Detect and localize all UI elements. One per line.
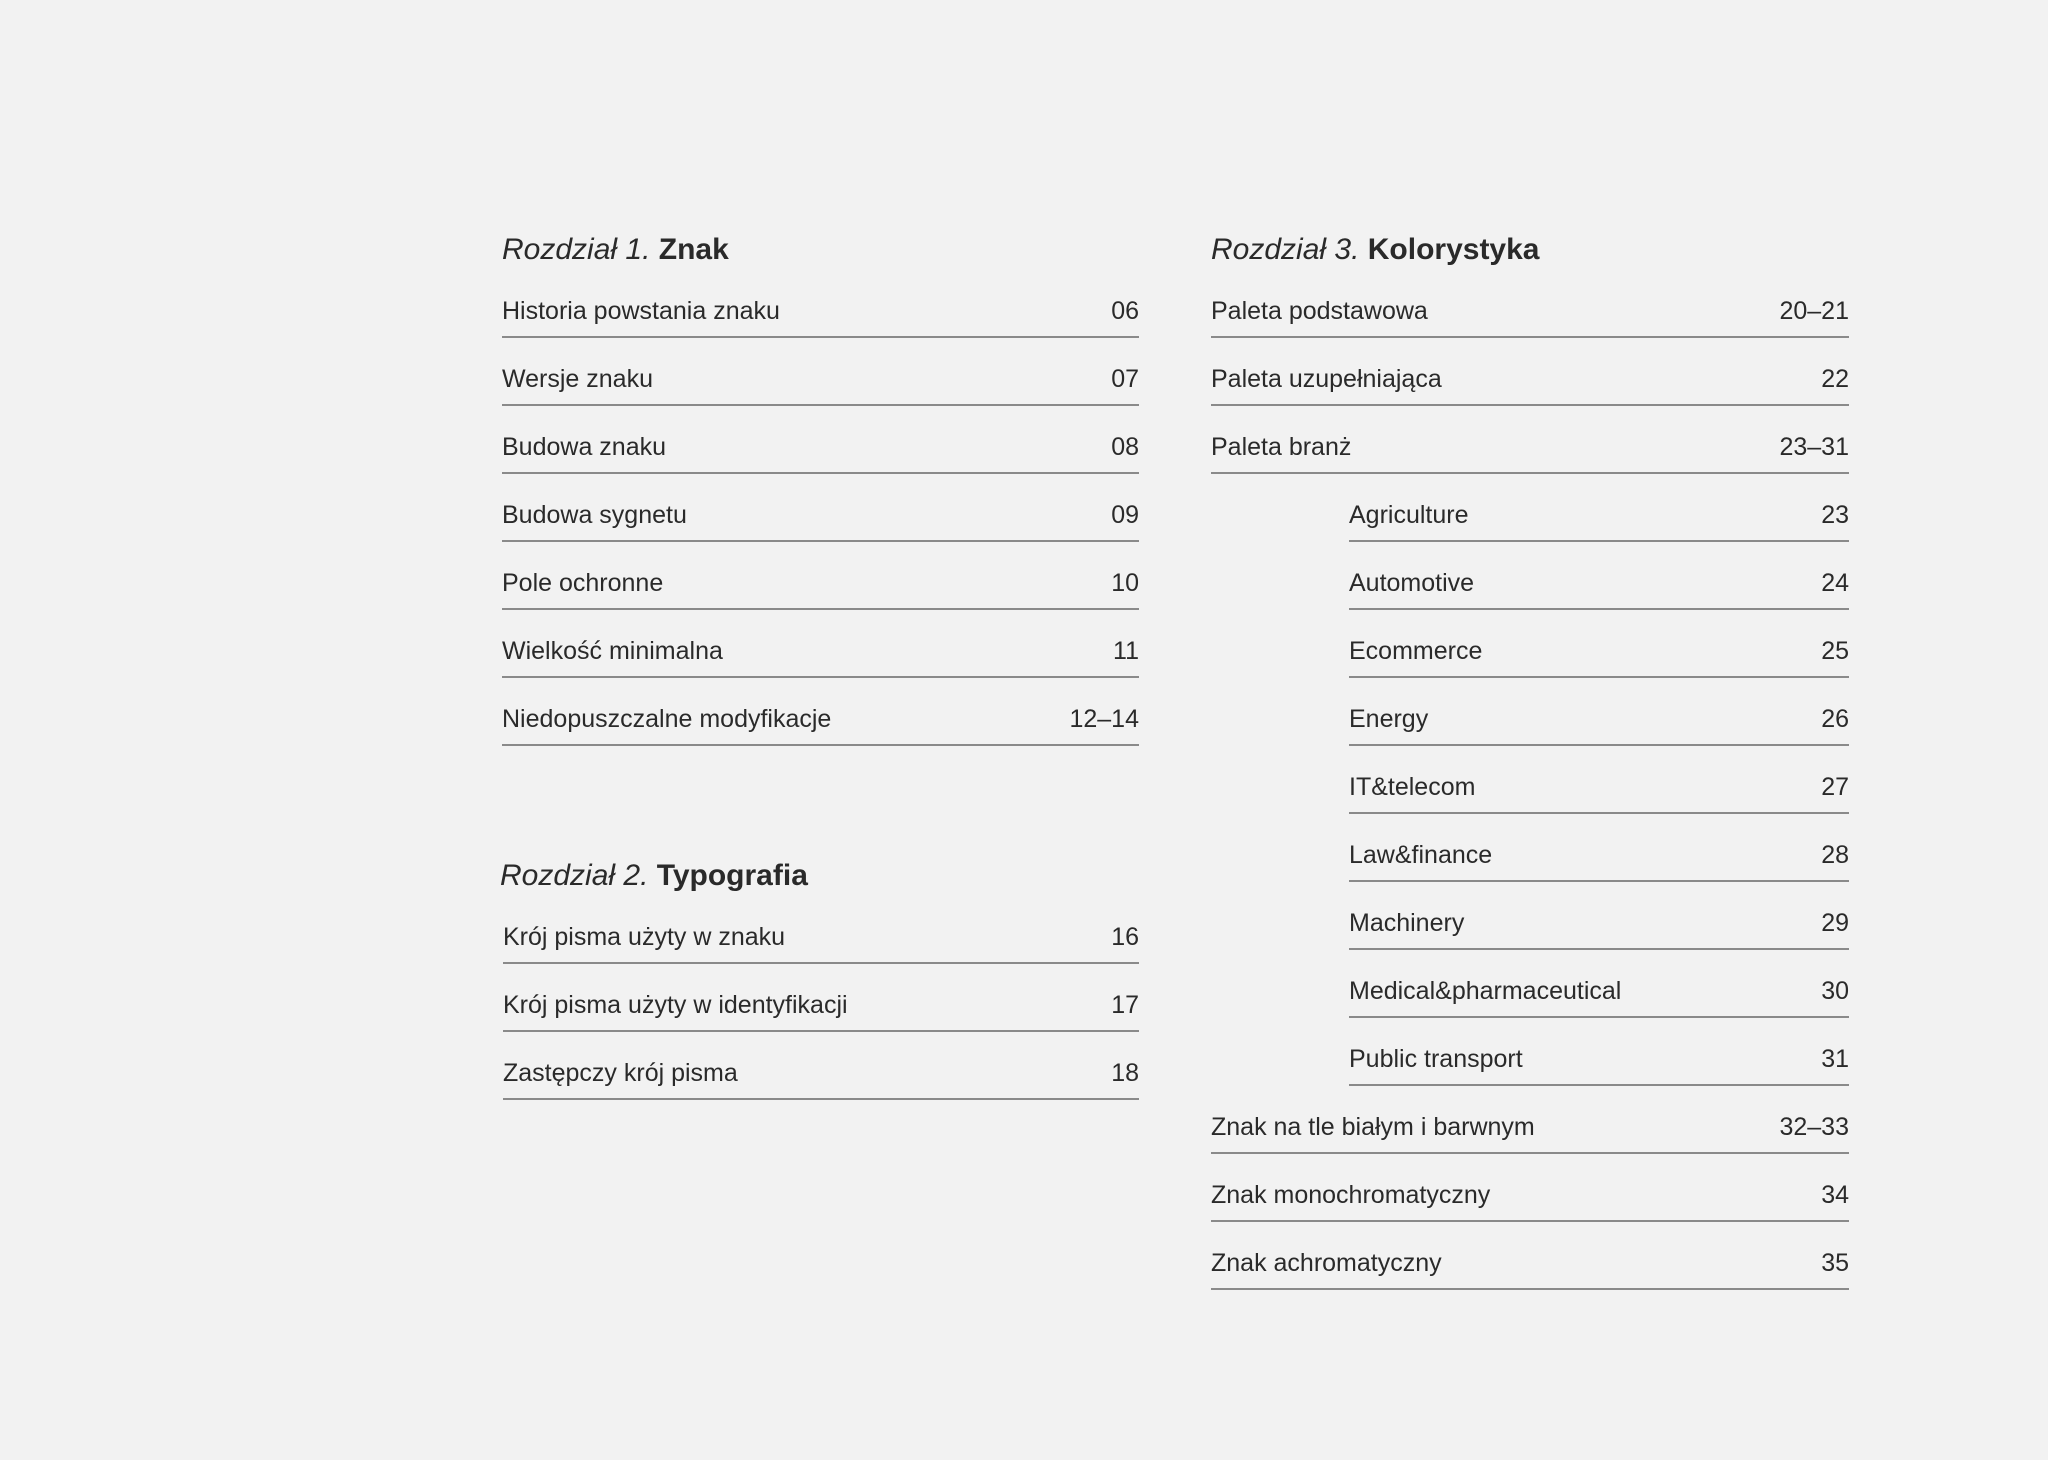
- toc-item-label: Paleta uzupełniająca: [1211, 365, 1442, 393]
- chapter-1-section: [502, 230, 1139, 746]
- toc-item-page: 30: [1821, 977, 1849, 1005]
- chapter-1-toc-list: [502, 270, 1139, 746]
- toc-item-label: Budowa znaku: [502, 433, 667, 461]
- toc-item-budowa-znaku[interactable]: [502, 406, 1139, 474]
- toc-item-page: 20–21: [1779, 297, 1849, 325]
- toc-item-label: Pole ochronne: [502, 569, 664, 597]
- toc-item-page: 10: [1111, 569, 1139, 597]
- toc-item-paleta-uzupelniajaca[interactable]: [1211, 338, 1849, 406]
- toc-subitem-agriculture[interactable]: [1211, 474, 1849, 542]
- toc-item-page: 18: [1111, 1059, 1139, 1087]
- chapter-2-toc-list: [503, 896, 1139, 1100]
- toc-item-kroj-pisma-w-identyfikacji[interactable]: [503, 964, 1139, 1032]
- toc-item-paleta-branz[interactable]: [1211, 406, 1849, 474]
- chapter-1-number: Rozdział 1.: [502, 233, 651, 266]
- toc-item-budowa-sygnetu[interactable]: [502, 474, 1139, 542]
- toc-item-label: Historia powstania znaku: [502, 297, 780, 325]
- toc-item-page: 07: [1111, 365, 1139, 393]
- toc-item-page: 32–33: [1779, 1113, 1849, 1141]
- chapter-3-toc-list: [1211, 270, 1849, 1290]
- chapter-2-section: [500, 856, 1139, 1100]
- chapter-3-heading: [1211, 230, 1849, 270]
- toc-item-label: Krój pisma użyty w identyfikacji: [503, 991, 848, 1019]
- toc-item-wersje-znaku[interactable]: [502, 338, 1139, 406]
- toc-item-page: 31: [1821, 1045, 1849, 1073]
- toc-item-page: 08: [1111, 433, 1139, 461]
- toc-subitem-public-transport[interactable]: [1211, 1018, 1849, 1086]
- toc-item-page: 28: [1821, 841, 1849, 869]
- toc-item-label: Automotive: [1349, 569, 1475, 597]
- toc-item-page: 26: [1821, 705, 1849, 733]
- toc-subitem-law-finance[interactable]: [1211, 814, 1849, 882]
- toc-item-label: Krój pisma użyty w znaku: [503, 923, 786, 951]
- chapter-3-section: [1211, 230, 1849, 1290]
- chapter-3-number: Rozdział 3.: [1211, 233, 1360, 266]
- toc-item-paleta-podstawowa[interactable]: [1211, 270, 1849, 338]
- toc-subitem-medical-pharmaceutical[interactable]: [1211, 950, 1849, 1018]
- toc-item-label: Ecommerce: [1349, 637, 1483, 665]
- toc-item-zastepczy-kroj-pisma[interactable]: [503, 1032, 1139, 1100]
- toc-item-niedopuszczalne-modyfikacje[interactable]: [502, 678, 1139, 746]
- toc-item-page: 12–14: [1069, 705, 1139, 733]
- toc-item-historia-powstania-znaku[interactable]: [502, 270, 1139, 338]
- toc-item-page: 29: [1821, 909, 1849, 937]
- toc-item-label: Paleta podstawowa: [1211, 297, 1428, 325]
- toc-item-wielkosc-minimalna[interactable]: [502, 610, 1139, 678]
- toc-subitem-machinery[interactable]: [1211, 882, 1849, 950]
- toc-item-label: Medical&pharmaceutical: [1349, 977, 1622, 1005]
- toc-item-page: 17: [1111, 991, 1139, 1019]
- toc-item-kroj-pisma-w-znaku[interactable]: [503, 896, 1139, 964]
- toc-item-page: 16: [1111, 923, 1139, 951]
- toc-item-znak-na-tle[interactable]: [1211, 1086, 1849, 1154]
- toc-item-label: Machinery: [1349, 909, 1465, 937]
- toc-item-label: Znak na tle białym i barwnym: [1211, 1113, 1535, 1141]
- toc-item-label: Law&finance: [1349, 841, 1493, 869]
- toc-item-page: 27: [1821, 773, 1849, 801]
- toc-item-label: Wersje znaku: [502, 365, 653, 393]
- toc-item-page: 23–31: [1779, 433, 1849, 461]
- toc-item-page: 22: [1821, 365, 1849, 393]
- toc-item-label: Agriculture: [1349, 501, 1469, 529]
- toc-item-page: 25: [1821, 637, 1849, 665]
- toc-item-label: Wielkość minimalna: [502, 637, 723, 665]
- chapter-2-title: Typografia: [656, 859, 808, 892]
- toc-item-page: 11: [1113, 637, 1139, 665]
- toc-subitem-ecommerce[interactable]: [1211, 610, 1849, 678]
- toc-item-label: Energy: [1349, 705, 1429, 733]
- toc-item-page: 35: [1821, 1249, 1849, 1277]
- toc-item-page: 23: [1821, 501, 1849, 529]
- toc-item-label: Public transport: [1349, 1045, 1523, 1073]
- toc-item-label: Znak monochromatyczny: [1211, 1181, 1491, 1209]
- toc-item-pole-ochronne[interactable]: [502, 542, 1139, 610]
- toc-item-page: 34: [1821, 1181, 1849, 1209]
- chapter-2-number: Rozdział 2.: [500, 859, 649, 892]
- toc-item-page: 06: [1111, 297, 1139, 325]
- toc-item-label: IT&telecom: [1349, 773, 1476, 801]
- toc-item-label: Paleta branż: [1211, 433, 1352, 461]
- toc-item-page: 24: [1821, 569, 1849, 597]
- toc-item-znak-monochromatyczny[interactable]: [1211, 1154, 1849, 1222]
- toc-item-label: Budowa sygnetu: [502, 501, 687, 529]
- toc-subitem-energy[interactable]: [1211, 678, 1849, 746]
- chapter-1-title: Znak: [658, 233, 729, 266]
- toc-item-label: Zastępczy krój pisma: [503, 1059, 738, 1087]
- toc-item-znak-achromatyczny[interactable]: [1211, 1222, 1849, 1290]
- chapter-3-title: Kolorystyka: [1367, 233, 1540, 266]
- toc-subitem-it-telecom[interactable]: [1211, 746, 1849, 814]
- toc-item-page: 09: [1111, 501, 1139, 529]
- chapter-2-heading: [500, 856, 1139, 896]
- toc-subitem-automotive[interactable]: [1211, 542, 1849, 610]
- toc-item-label: Niedopuszczalne modyfikacje: [502, 705, 832, 733]
- toc-item-label: Znak achromatyczny: [1211, 1249, 1442, 1277]
- chapter-1-heading: [502, 230, 1139, 270]
